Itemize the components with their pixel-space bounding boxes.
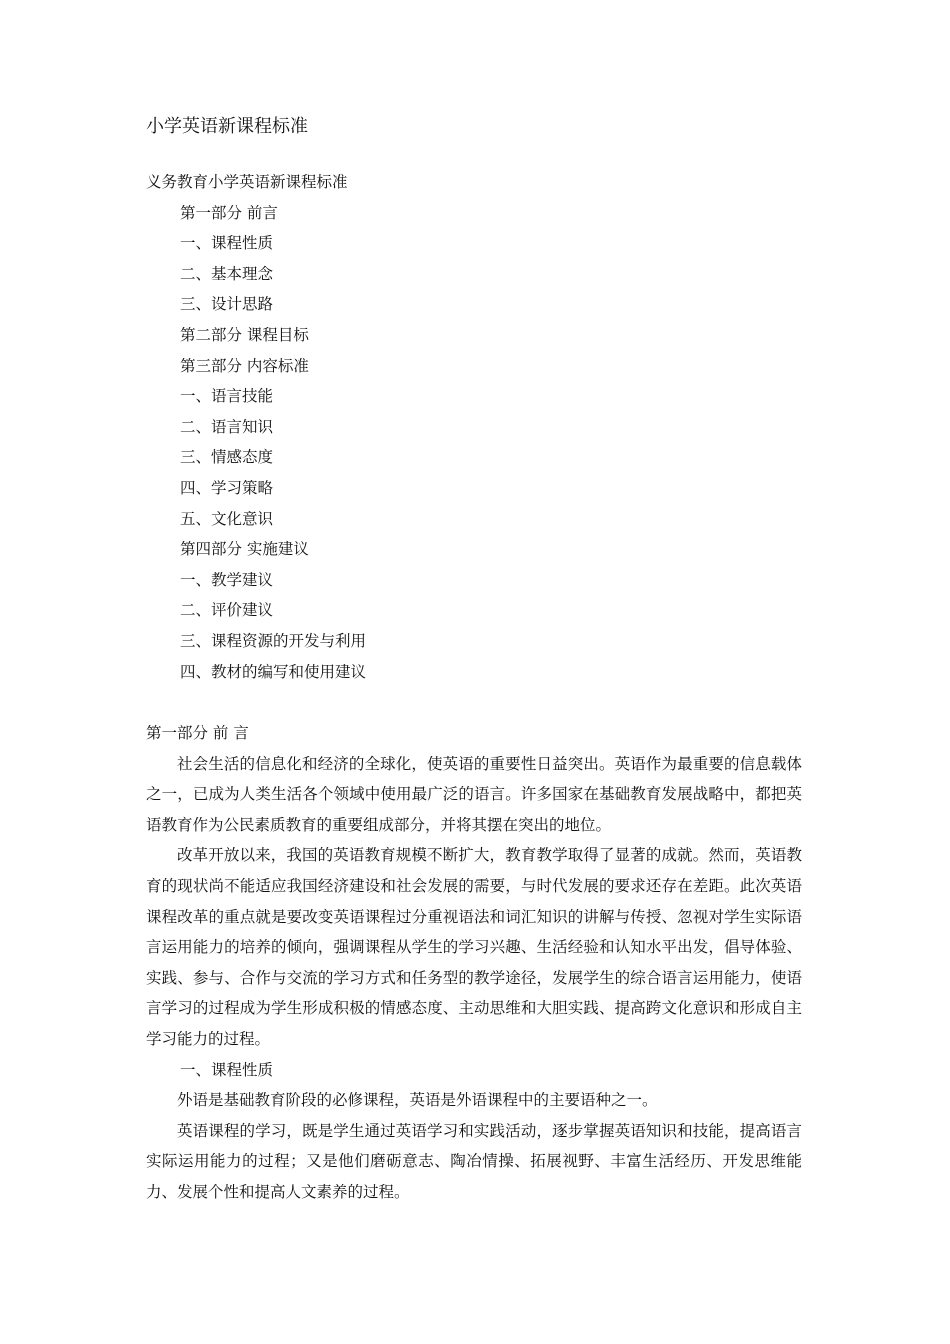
document-body xyxy=(146,718,802,1208)
toc-item: 二、基本理念 xyxy=(180,264,274,283)
toc-item: 第三部分 内容标准 xyxy=(180,356,309,375)
toc-heading: 义务教育小学英语新课程标准 xyxy=(146,173,348,191)
toc-item: 三、设计思路 xyxy=(180,295,274,314)
body-paragraph: 改革开放以来，我国的英语教育规模不断扩大，教育教学取得了显著的成就。然而，英语教育的现状尚不能适应我国经济建设和社会发展的需要，与时代发展的要求还存在差距。此次英语课程改革的重点就是要改变英语课程过分重视语法和词汇知识的讲解与传授、忽视对学生实际语言运用能力的培养的倾向，强调课程从学生的学习兴趣、生活经验和认知水平出发，倡导体验、实践、参与、合作与交流的学习方式和任务型的教学途径，发展学生的综合语言运用能力，使语言学习的过程成为学生形成积极的情感态度、主动思维和大胆实践、提高跨文化意识和形成自主学习能力的过程。 xyxy=(146,846,802,1048)
section-heading: 第一部分 前 言 xyxy=(146,724,249,742)
toc-item: 二、评价建议 xyxy=(180,601,274,620)
toc-item: 第二部分 课程目标 xyxy=(180,325,309,344)
toc-item: 四、学习策略 xyxy=(180,478,274,497)
toc-item: 一、课程性质 xyxy=(180,234,274,253)
toc-item: 第一部分 前言 xyxy=(180,203,278,222)
toc-item: 一、语言技能 xyxy=(180,387,274,406)
body-paragraph: 英语课程的学习，既是学生通过英语学习和实践活动，逐步掌握英语知识和技能，提高语言实际运用能力的过程；又是他们磨砺意志、陶冶情操、拓展视野、丰富生活经历、开发思维能力、发展个性和提高人文素养的过程。 xyxy=(146,1121,802,1201)
document-title: 小学英语新课程标准 xyxy=(146,116,308,137)
toc-item: 一、教学建议 xyxy=(180,570,274,589)
body-paragraph: 社会生活的信息化和经济的全球化，使英语的重要性日益突出。英语作为最重要的信息载体之一，已成为人类生活各个领域中使用最广泛的语言。许多国家在基础教育发展战略中，都把英语教育作为公民素质教育的重要组成部分，并将其摆在突出的地位。 xyxy=(146,754,802,834)
subsection-heading: 一、课程性质 xyxy=(180,1060,274,1079)
table-of-contents xyxy=(146,167,806,687)
toc-item: 三、情感态度 xyxy=(180,448,274,467)
toc-item: 四、教材的编写和使用建议 xyxy=(180,662,367,681)
toc-item: 三、课程资源的开发与利用 xyxy=(180,631,367,650)
toc-item: 五、文化意识 xyxy=(180,509,274,528)
toc-item: 第四部分 实施建议 xyxy=(180,540,309,559)
body-paragraph: 外语是基础教育阶段的必修课程，英语是外语课程中的主要语种之一。 xyxy=(177,1091,658,1110)
toc-item: 二、语言知识 xyxy=(180,417,274,436)
